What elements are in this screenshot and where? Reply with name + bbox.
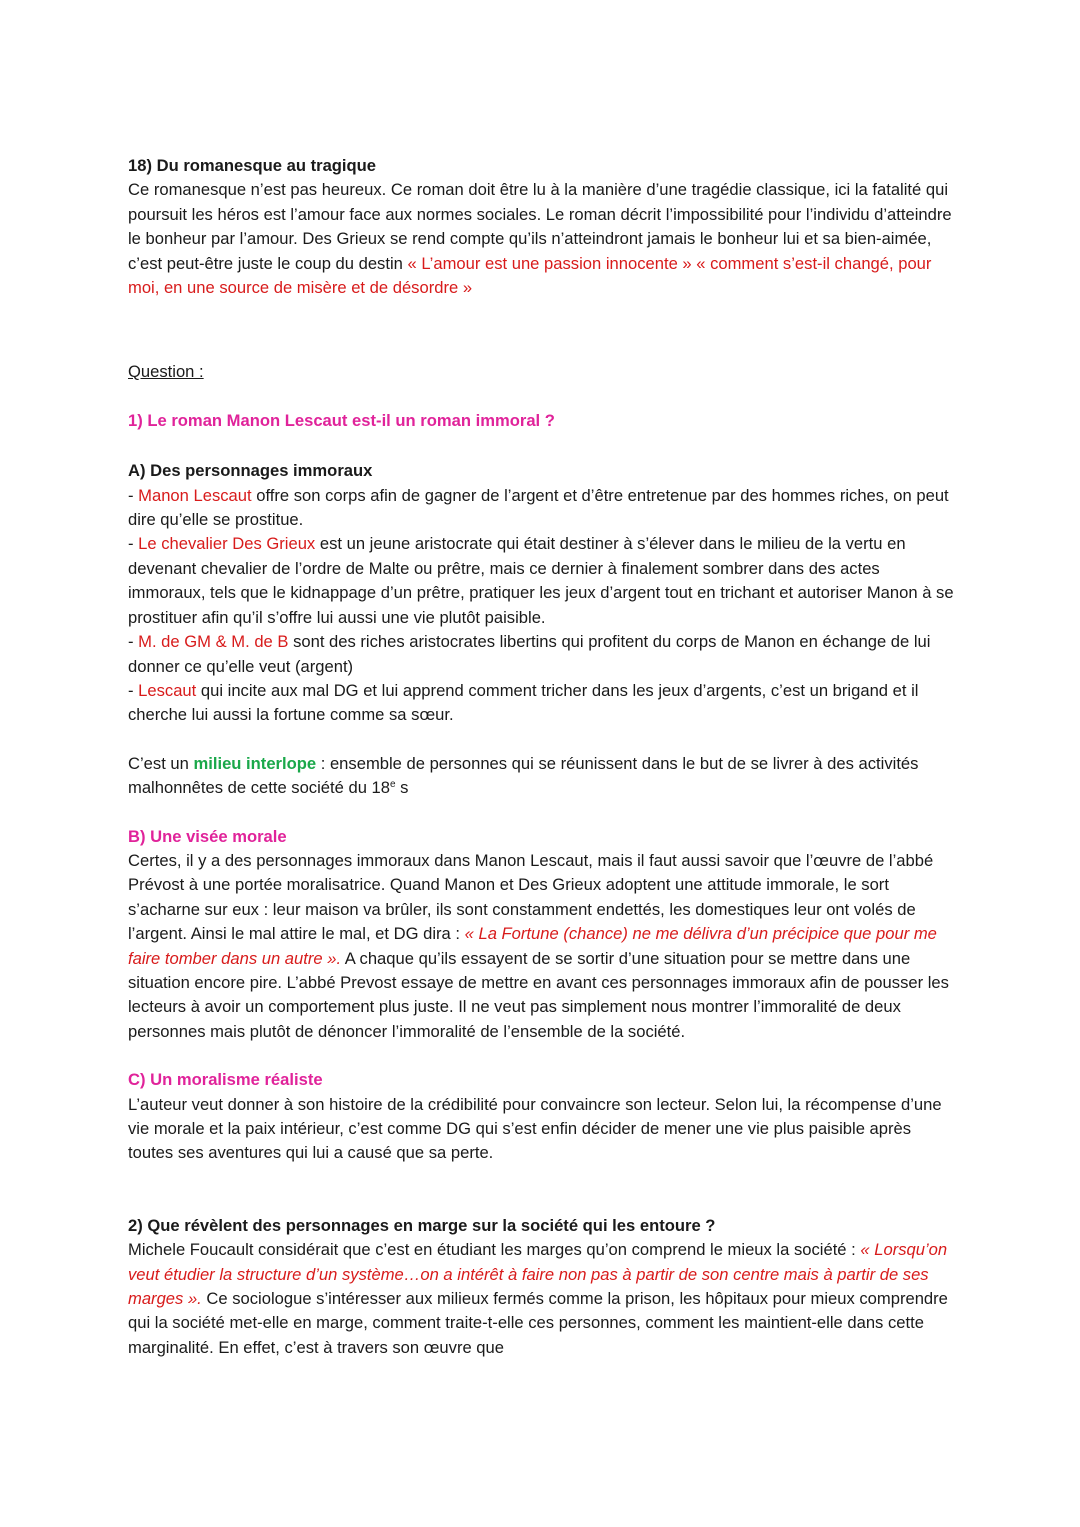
q2-body: Michele Foucault considérait que c’est en étudiant les marges qu’on comprend le mieux la société : — [128, 1240, 861, 1260]
milieu-post: : ensemble de personnes qui se réunissent dans le but de se livrer à des activités malhonnêtes de cette société du 18 — [128, 753, 919, 798]
character-description: sont des riches aristocrates libertins qui profitent du corps de Manon en échange de lui donner ce qu’elle veut (argent) — [128, 632, 931, 676]
section-18-title: 18) Du romanesque au tragique — [128, 156, 377, 175]
q1-b-title: B) Une visée morale — [128, 826, 287, 846]
milieu-pre: C’est un — [128, 753, 194, 773]
century-superscript: e — [390, 779, 396, 791]
character-name: M. de GM & M. de B — [138, 632, 289, 652]
q1-a-item — [128, 630, 958, 679]
q2-title: 2) Que révèlent des personnages en marge sur la société qui les entoure ? — [128, 1215, 716, 1235]
character-name: Le chevalier Des Grieux — [138, 534, 316, 554]
q1-a-title: A) Des personnages immoraux — [128, 461, 373, 481]
q1-b-quote: « La Fortune (chance) ne me délivra d’un précipice que pour me faire tomber dans un autre ». — [128, 924, 937, 968]
milieu-term: milieu interlope — [193, 753, 317, 773]
q1-a-item — [128, 679, 958, 728]
q1-b-body2: A chaque qu’ils essayent de se sortir d’une situation pour se mettre dans une situation encore pire. L’abbé Prevost essaye de mettre en avant ces personnages immoraux afin de pousser les lecteurs à avoir un comportement plus juste. Il ne veut pas simplement nous montrer l’immoralité de deux personnes mais plutôt de dénoncer l’immoralité de l’ensemble de la société. — [128, 948, 949, 1041]
q1-title: 1) Le roman Manon Lescaut est-il un roman immoral ? — [128, 410, 555, 430]
q2-paragraph — [128, 1238, 958, 1360]
q2-quote: « Lorsqu’on veut étudier la structure d’un système…on a intérêt à faire non pas à partir de son centre mais à partir de ses marges ». — [128, 1240, 948, 1309]
question-heading: Question : — [128, 362, 204, 382]
character-name: Manon Lescaut — [138, 485, 252, 505]
character-name: Lescaut — [138, 680, 197, 700]
section-18-body: Ce romanesque n’est pas heureux. Ce roman doit être lu à la manière d’une tragédie classique, ici la fatalité qui poursuit les héros est l’amour face aux normes sociales. Le roman décrit l’impossibilité pour l’individu d’atteindre le bonheur par l’amour. Des Grieux se rend compte qu’ils n’atteindront jamais le bonheur lui et sa bien-aimée, c’est peut-être juste le coup du destin — [128, 180, 952, 273]
character-description: qui incite aux mal DG et lui apprend comment tricher dans les jeux d’argents, c’est un brigand et il cherche lui aussi la fortune comme sa sœur. — [128, 680, 919, 725]
character-description: offre son corps afin de gagner de l’argent et d’être entretenue par des hommes riches, on peut dire qu’elle se prostitue. — [128, 485, 949, 530]
bullet-dash: - — [128, 485, 139, 505]
bullet-dash: - — [128, 534, 139, 554]
character-description: est un jeune aristocrate qui était destiner à s’élever dans le milieu de la vertu en devenant chevalier de l’ordre de Malte ou prêtre, mais ce dernier à finalement sombrer dans des actes immoraux, tels que le kidnappage d’un prêtre, pratiquer les jeux d’argent tout en trichant et autoriser Manon à se prostituer afin qu’il s’offre lui aussi une vie plutôt paisible. — [128, 534, 954, 627]
q1-c-paragraph: L’auteur veut donner à son histoire de la crédibilité pour convaincre son lecteur. Selon lui, la récompense d’une vie morale et la paix intérieur, c’est comme DG qui s’est enfin décider de mener une vie plus paisible après toutes ses aventures qui lui a causé que sa perte. — [128, 1094, 942, 1163]
q2-body2: Ce sociologue s’intéresser aux milieux fermés comme la prison, les hôpitaux pour mieux comprendre qui la société met-elle en marge, comment traite-t-elle ces personnes, comment les maintient-elle dans cette marginalité. En effet, c’est à travers son œuvre que — [128, 1289, 948, 1357]
bullet-dash: - — [128, 632, 139, 652]
milieu-end: s — [395, 778, 409, 798]
section-18-quote: « L’amour est une passion innocente » « comment s’est-il changé, pour moi, en une source de misère et de désordre » — [128, 253, 932, 298]
q1-b-body: Certes, il y a des personnages immoraux dans Manon Lescaut, mais il faut aussi savoir que l’œuvre de l’abbé Prévost à une portée moralisatrice. Quand Manon et Des Grieux adoptent une attitude immorale, le sort s’acharne sur eux : leur maison va brûler, ils sont constamment endettés, les domestiques leur ont volés de l’argent. Ainsi le mal attire le mal, et DG dira : — [128, 850, 934, 944]
q1-c-title: C) Un moralisme réaliste — [128, 1070, 323, 1090]
q1-a-item — [128, 484, 958, 533]
bullet-dash: - — [128, 680, 139, 700]
document-page — [128, 154, 958, 1360]
milieu-definition — [128, 752, 958, 801]
q1-a-item — [128, 532, 958, 630]
section-18-paragraph — [128, 178, 958, 300]
q1-b-paragraph — [128, 849, 958, 1044]
